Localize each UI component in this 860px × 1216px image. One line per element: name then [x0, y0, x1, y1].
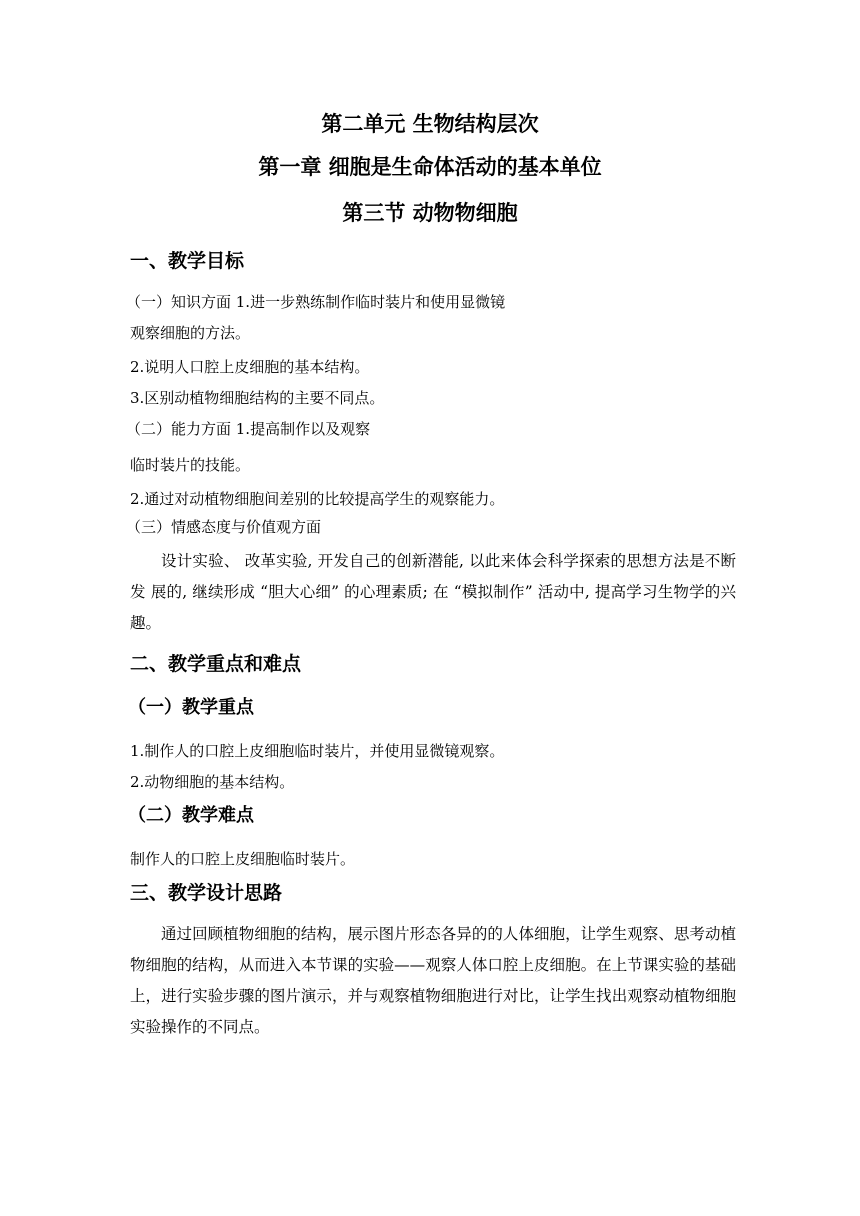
- knowledge-item-3: 3.区别动植物细胞结构的主要不同点。: [130, 389, 385, 407]
- focus-heading: （一）教学重点: [128, 697, 254, 718]
- knowledge-item-2: 2.说明人口腔上皮细胞的基本结构。: [130, 358, 370, 376]
- knowledge-line-2: 观察细胞的方法。: [130, 324, 251, 342]
- difficulty-item: 制作人的口腔上皮细胞临时装片。: [130, 850, 356, 868]
- knowledge-line-1: （一）知识方面 1.进一步熟练制作临时装片和使用显微镜: [126, 293, 506, 311]
- key-points-heading: 二、教学重点和难点: [130, 653, 302, 675]
- design-heading: 三、教学设计思路: [130, 882, 283, 904]
- focus-item-1: 1.制作人的口腔上皮细胞临时装片，并使用显微镜观察。: [130, 742, 505, 760]
- emotion-paragraph: 设计实验、 改革实验, 开发自己的创新潜能, 以此来体会科学探索的思想方法是不断发 展的, 继续形成 “胆大心细” 的心理素质; 在 “模拟制作” 活动中, 提高学习生物学的兴趣。: [130, 552, 736, 632]
- emotion-heading: （三）情感态度与价值观方面: [126, 518, 322, 536]
- ability-line-1: （二）能力方面 1.提高制作以及观察: [126, 420, 371, 438]
- focus-item-2: 2.动物细胞的基本结构。: [130, 773, 295, 791]
- objectives-heading: 一、教学目标: [130, 250, 245, 272]
- unit-title: 第二单元 生物结构层次: [321, 112, 539, 136]
- chapter-title: 第一章 细胞是生命体活动的基本单位: [258, 155, 602, 179]
- ability-line-2: 临时装片的技能。: [130, 456, 251, 474]
- difficulty-heading: （二）教学难点: [128, 805, 254, 826]
- ability-item-2: 2.通过对动植物细胞间差别的比较提高学生的观察能力。: [130, 490, 505, 508]
- design-paragraph: 通过回顾植物细胞的结构，展示图片形态各异的的人体细胞，让学生观察、思考动植物细胞的结构，从而进入本节课的实验——观察人体口腔上皮细胞。在上节课实验的基础上，进行实验步骤的图片演示，并与观察植物细胞进行对比，让学生找出观察动植物细胞实验操作的不同点。: [130, 925, 736, 1036]
- section-title: 第三节 动物物细胞: [342, 201, 518, 225]
